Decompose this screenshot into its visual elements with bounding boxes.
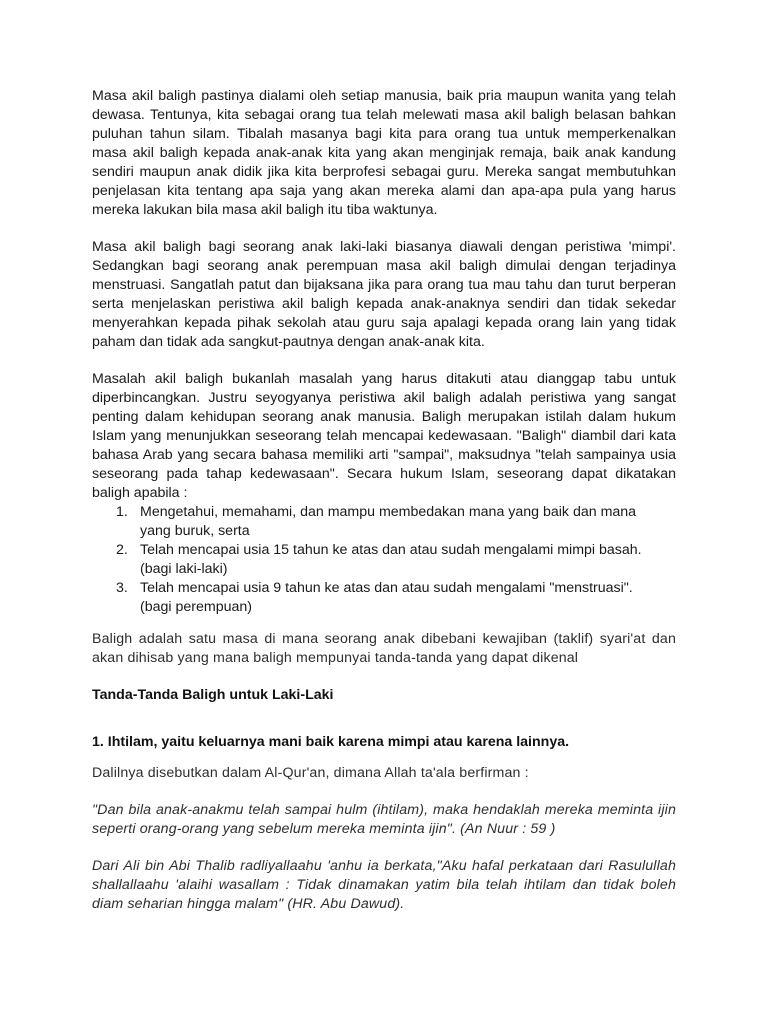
list-item-number: 1. [116, 504, 128, 520]
paragraph-intro: Masa akil baligh pastinya dialami oleh setiap manusia, baik pria maupun wanita yang telah dewasa. Tentunya, kita sebagai orang tua telah melewati masa akil baligh belasan bahkan puluhan tahun silam. Tibalah masanya bagi kita para orang tua untuk memperkenalkan masa akil baligh kepada anak-anak kita yang akan menginjak remaja, baik anak kandung sendiri maupun anak didik jika kita berprofesi sebagai guru. Mereka sangat membutuhkan penjelasan kita tentang apa saja yang akan mereka alami dan apa-apa pula yang harus mereka lakukan bila masa akil baligh itu tiba waktunya. [92, 88, 676, 218]
quote-an-nuur: "Dan bila anak-anakmu telah sampai hulm (ihtilam), maka hendaklah mereka meminta ijin seperti orang-orang yang sebelum mereka meminta ijin". (An Nuur : 59 ) [92, 802, 676, 837]
quote-hadith: Dari Ali bin Abi Thalib radliyallaahu 'anhu ia berkata,"Aku hafal perkataan dari Rasulullah shallallaahu 'alaihi wasallam : Tidak dinamakan yatim bila telah ihtilam dan tidak boleh diam seharian hingga malam" (HR. Abu Dawud). [92, 858, 676, 912]
section-heading: Tanda-Tanda Baligh untuk Laki-Laki [92, 687, 334, 703]
paragraph-dalil: Dalilnya disebutkan dalam Al-Qur'an, dimana Allah ta'ala berfirman : [92, 765, 529, 781]
list-item-text: Mengetahui, memahami, dan mampu membedakan mana yang baik dan mana yang buruk, serta [140, 504, 637, 539]
list-item [92, 541, 676, 579]
paragraph-definisi-baligh: Masalah akil baligh bukanlah masalah yang harus ditakuti atau dianggap tabu untuk diperbincangkan. Justru seyogyanya peristiwa akil baligh adalah peristiwa yang sangat penting dalam kehidupan seorang anak manusia. Baligh merupakan istilah dalam hukum Islam yang menunjukkan seseorang telah mencapai kedewasaan. "Baligh" diambil dari kata bahasa Arab yang secara bahasa memiliki arti "sampai", maksudnya "telah sampainya usia seseorang pada tahap kedewasaan". Secara hukum Islam, seseorang dapat dikatakan baligh apabila : [92, 371, 676, 501]
subsection-heading: 1. Ihtilam, yaitu keluarnya mani baik karena mimpi atau karena lainnya. [92, 734, 570, 750]
paragraph-mimpi-menstruasi: Masa akil baligh bagi seorang anak laki-laki biasanya diawali dengan peristiwa 'mimpi'. Sedangkan bagi seorang anak perempuan masa akil baligh dimulai dengan terjadinya menstruasi. Sangatlah patut dan bijaksana jika para orang tua mau tahu dan turut berperan serta menjelaskan peristiwa akil baligh kepada anak-anaknya sendiri dan tidak sekedar menyerahkan kepada pihak sekolah atau guru saja apalagi kepada orang lain yang tidak paham dan tidak ada sangkut-pautnya dengan anak-anak kita. [92, 239, 676, 350]
list-item-text: Telah mencapai usia 9 tahun ke atas dan atau sudah mengalami "menstruasi". (bagi perempuan) [140, 580, 633, 615]
list-item-number: 3. [116, 580, 128, 596]
paragraph-taklif: Baligh adalah satu masa di mana seorang anak dibebani kewajiban (taklif) syari'at dan akan dihisab yang mana baligh mempunyai tanda-tanda yang dapat dikenal [92, 631, 676, 666]
baligh-criteria-list [92, 503, 676, 617]
list-item [92, 579, 676, 617]
list-item-text: Telah mencapai usia 15 tahun ke atas dan atau sudah mengalami mimpi basah.(bagi laki-laki) [140, 542, 642, 577]
list-item [92, 503, 676, 541]
list-item-number: 2. [116, 542, 128, 558]
